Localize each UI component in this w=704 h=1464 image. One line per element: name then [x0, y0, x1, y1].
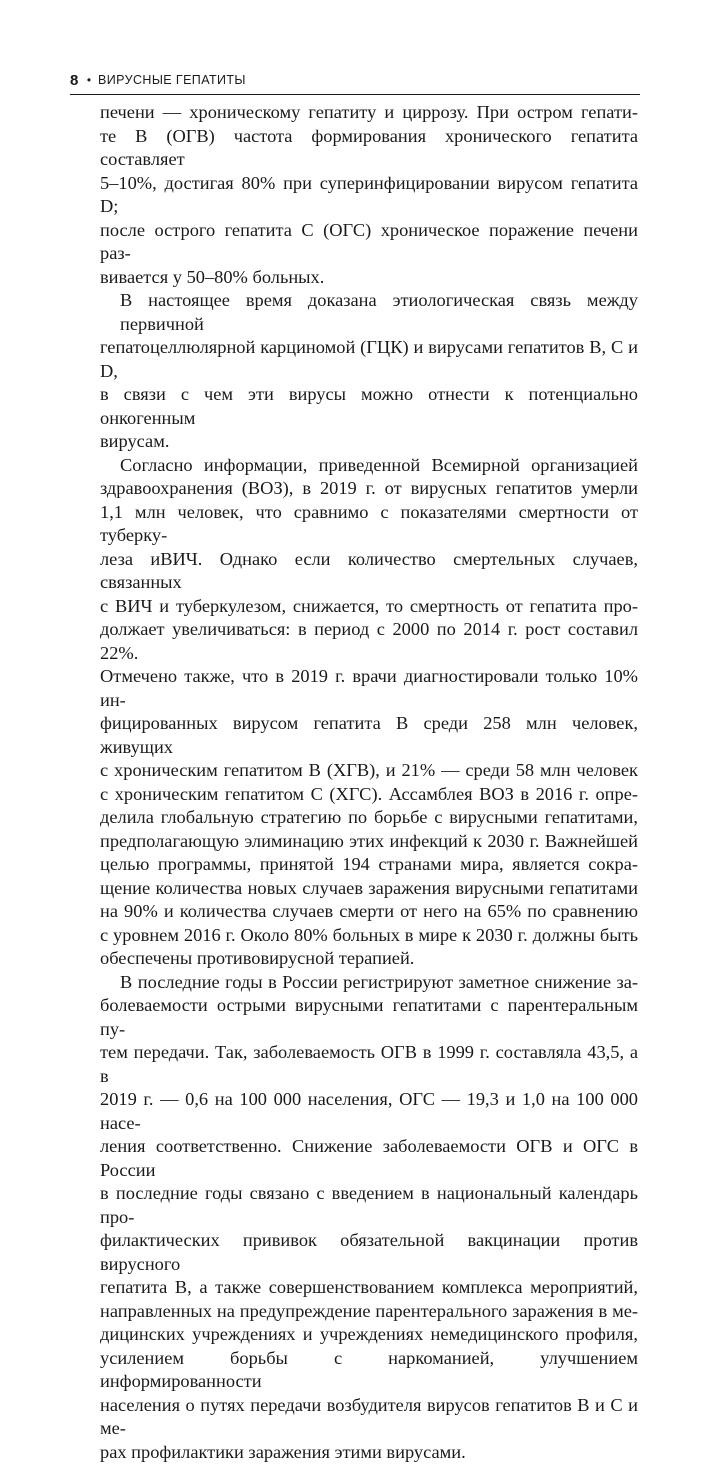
- text-line: болеваемости острыми вирусными гепатитами с парентеральным пу-: [100, 994, 638, 1041]
- running-head-title: ВИРУСНЫЕ ГЕПАТИТЫ: [98, 73, 246, 87]
- text-line: щение количества новых случаев заражения вирусными гепатитами: [100, 877, 638, 901]
- text-line: в последние годы связано с введением в национальный календарь про-: [100, 1182, 638, 1229]
- text-line: делила глобальную стратегию по борьбе с вирусными гепатитами,: [100, 806, 638, 830]
- text-line: предполагающую элиминацию этих инфекций к 2030 г. Важнейшей: [100, 830, 638, 854]
- text-line: населения о путях передачи возбудителя вирусов гепатитов В и С и ме-: [100, 1394, 638, 1441]
- text-line: леза иВИЧ. Однако если количество смертельных случаев, связанных: [100, 548, 638, 595]
- text-line: В последние годы в России регистрируют заметное снижение за-: [100, 971, 638, 995]
- text-line: здравоохранения (ВОЗ), в 2019 г. от вирусных гепатитов умерли: [100, 477, 638, 501]
- running-header: [70, 68, 640, 92]
- text-line: те В (ОГВ) частота формирования хронического гепатита составляет: [100, 125, 638, 172]
- body-text: [100, 101, 638, 1464]
- text-line: усилением борьбы с наркоманией, улучшением информированности: [100, 1347, 638, 1394]
- text-line: филактических прививок обязательной вакцинации против вирусного: [100, 1229, 638, 1276]
- text-line: рах профилактики заражения этими вирусами.: [100, 1441, 638, 1464]
- page-number: 8: [70, 72, 79, 89]
- bullet-separator: •: [87, 73, 91, 87]
- text-line: должает увеличиваться: в период с 2000 по 2014 г. рост составил 22%.: [100, 618, 638, 665]
- text-line: В настоящее время доказана этиологическая связь между первичной: [100, 289, 638, 336]
- text-line: Согласно информации, приведенной Всемирной организацией: [100, 454, 638, 478]
- text-line: тем передачи. Так, заболеваемость ОГВ в 1999 г. составляла 43,5, а в: [100, 1041, 638, 1088]
- text-line: 2019 г. — 0,6 на 100 000 населения, ОГС — 19,3 и 1,0 на 100 000 насе-: [100, 1088, 638, 1135]
- text-line: печени — хроническому гепатиту и циррозу. При остром гепати-: [100, 101, 638, 125]
- text-line: дицинских учреждениях и учреждениях немедицинского профиля,: [100, 1323, 638, 1347]
- text-line: 1,1 млн человек, что сравнимо с показателями смертности от туберку-: [100, 501, 638, 548]
- text-line: с уровнем 2016 г. Около 80% больных в мире к 2030 г. должны быть: [100, 924, 638, 948]
- text-line: на 90% и количества случаев смерти от него на 65% по сравнению: [100, 900, 638, 924]
- text-line: фицированных вирусом гепатита В среди 258 млн человек, живущих: [100, 712, 638, 759]
- text-line: ления соответственно. Снижение заболеваемости ОГВ и ОГС в России: [100, 1135, 638, 1182]
- text-line: вирусам.: [100, 430, 638, 454]
- text-line: после острого гепатита С (ОГС) хроническое поражение печени раз-: [100, 219, 638, 266]
- text-line: направленных на предупреждение парентерального заражения в ме-: [100, 1300, 638, 1324]
- text-line: обеспечены противовирусной терапией.: [100, 947, 638, 971]
- header-rule: [70, 94, 640, 95]
- text-line: вивается у 50–80% больных.: [100, 266, 638, 290]
- text-line: с хроническим гепатитом С (ХГС). Ассамблея ВОЗ в 2016 г. опре-: [100, 783, 638, 807]
- text-line: Отмечено также, что в 2019 г. врачи диагностировали только 10% ин-: [100, 665, 638, 712]
- text-line: 5–10%, достигая 80% при суперинфицировании вирусом гепатита D;: [100, 172, 638, 219]
- text-line: гепатоцеллюлярной карциномой (ГЦК) и вирусами гепатитов В, С и D,: [100, 336, 638, 383]
- text-line: с хроническим гепатитом В (ХГВ), и 21% — среди 58 млн человек: [100, 759, 638, 783]
- text-line: в связи с чем эти вирусы можно отнести к потенциально онкогенным: [100, 383, 638, 430]
- text-line: с ВИЧ и туберкулезом, снижается, то смертность от гепатита про-: [100, 595, 638, 619]
- text-line: целью программы, принятой 194 странами мира, является сокра-: [100, 853, 638, 877]
- text-line: гепатита В, а также совершенствованием комплекса мероприятий,: [100, 1276, 638, 1300]
